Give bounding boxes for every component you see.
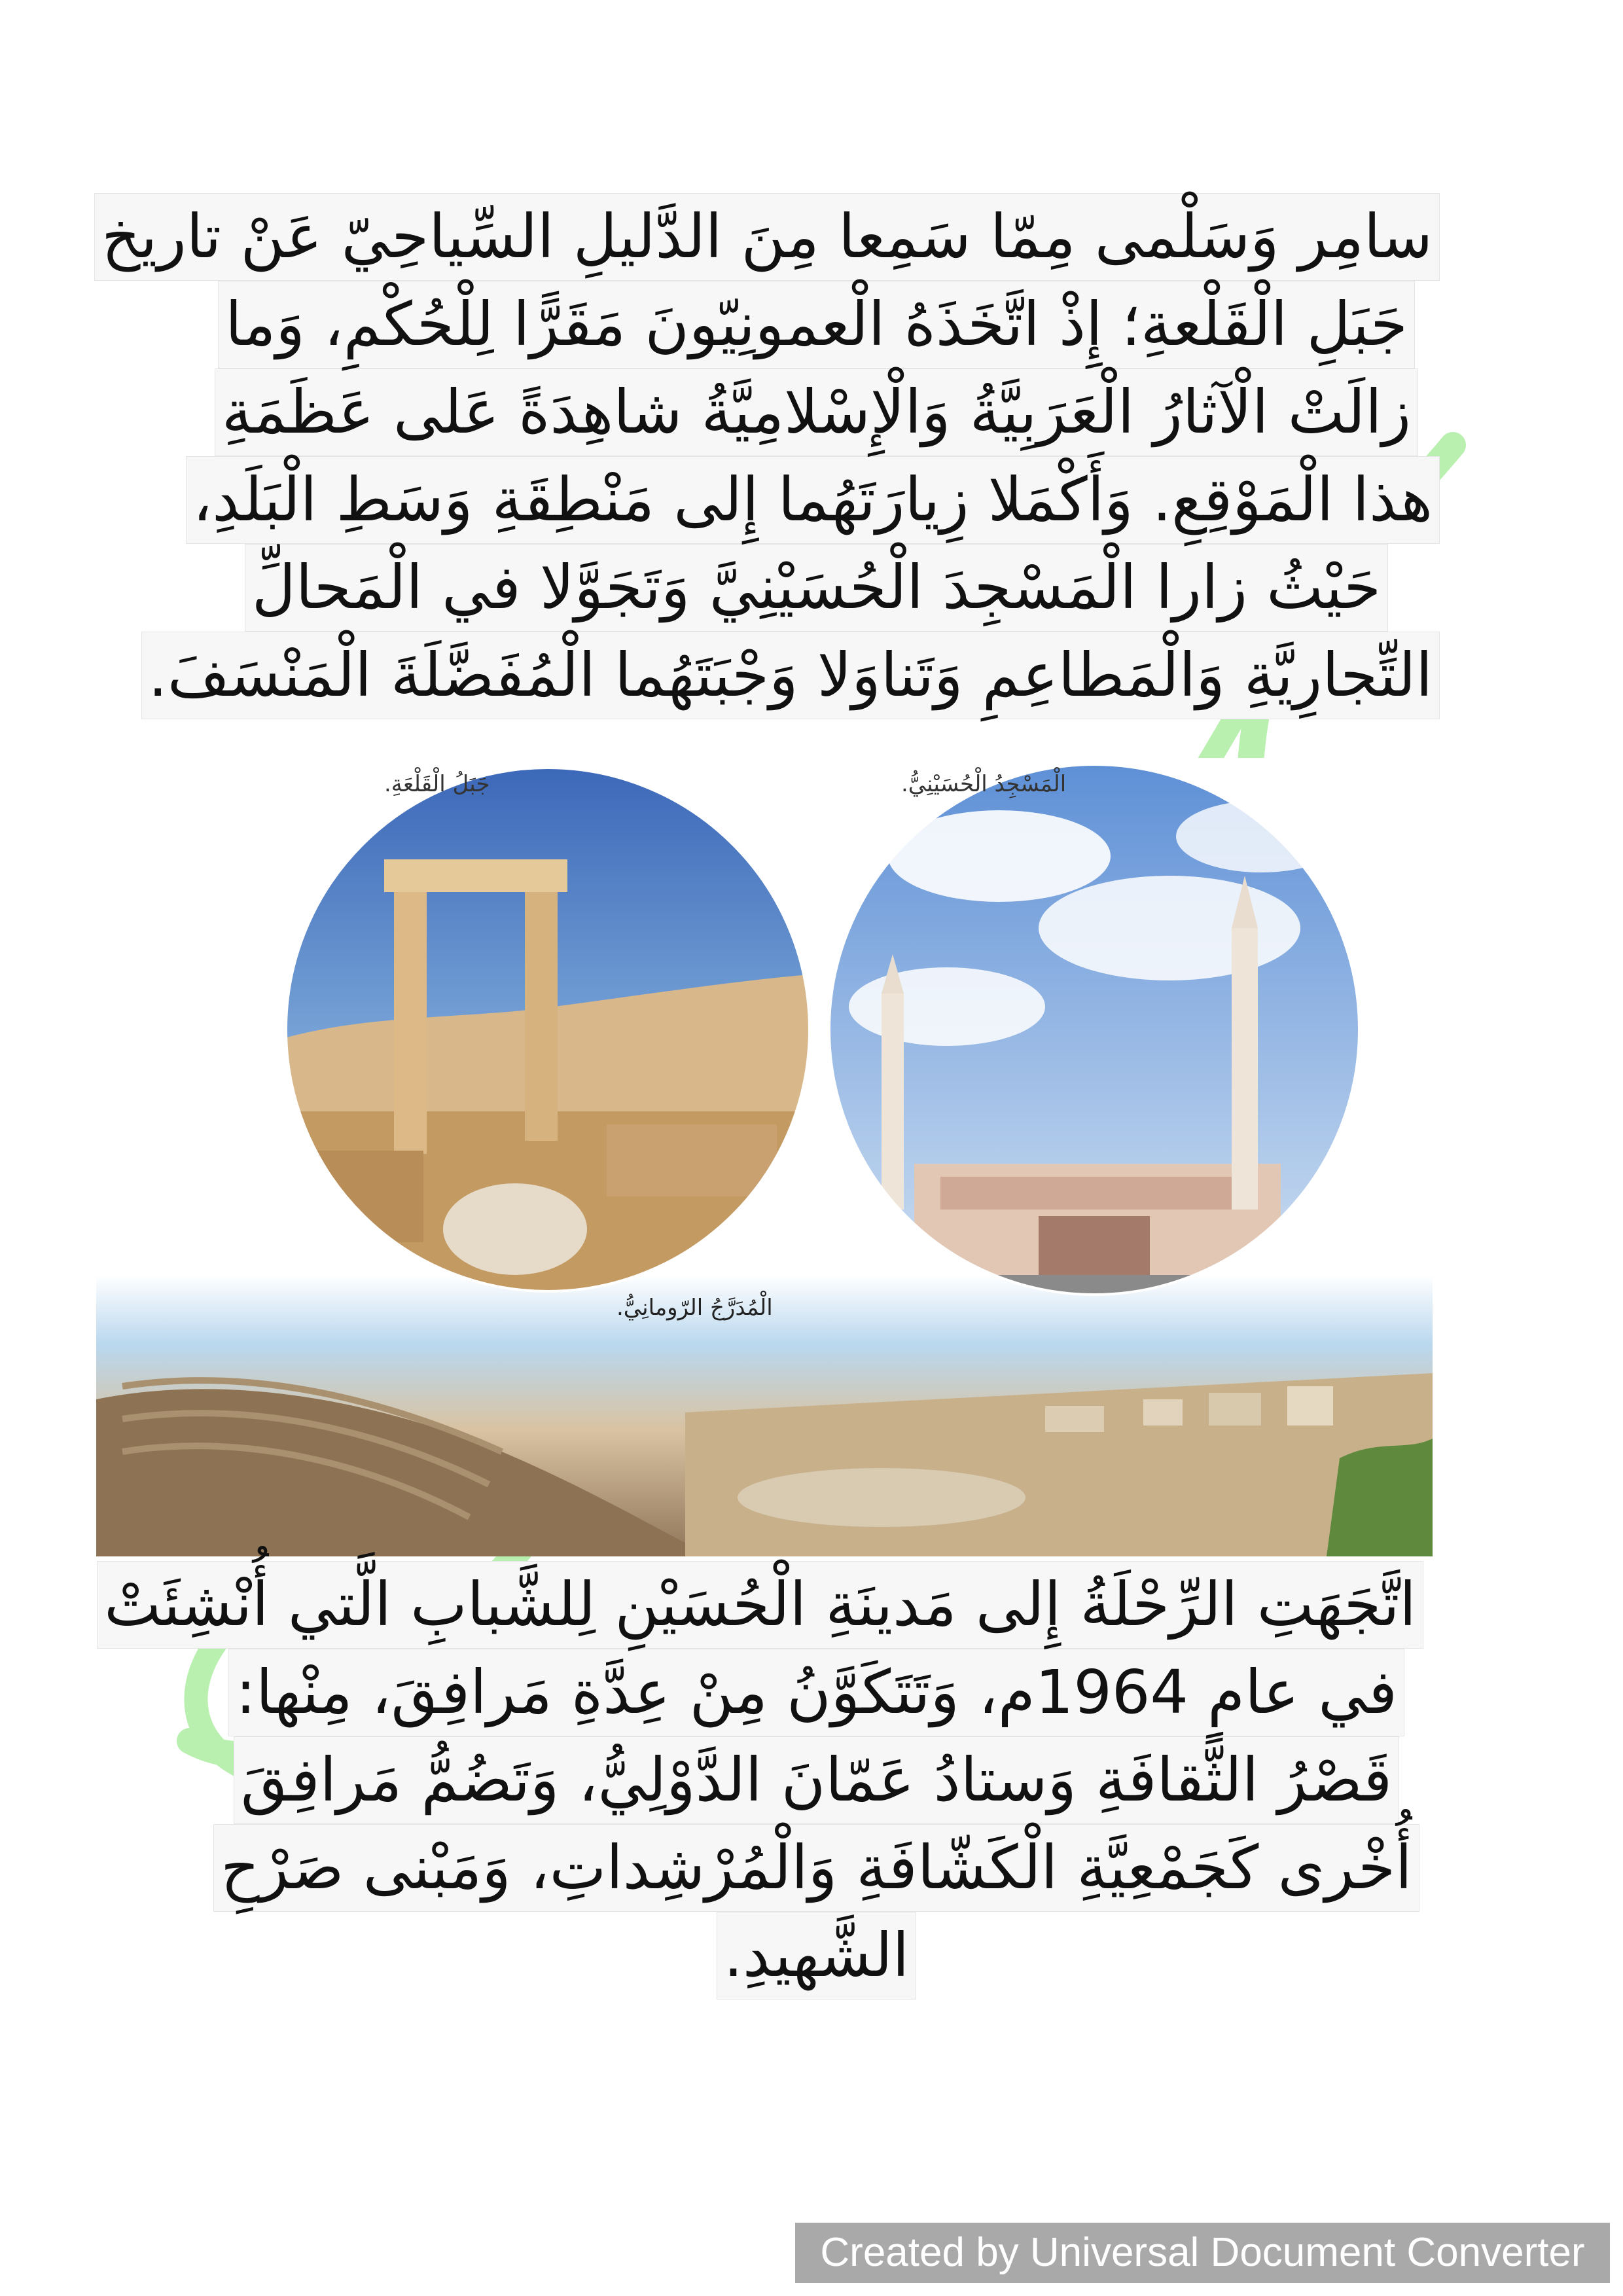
amphitheatre-caption: الْمُدَرَّجُ الرّومانِيُّ.	[616, 1295, 773, 1321]
paragraph-2-line: قَصْرُ الثَّقافَةِ وَستادُ عَمّانَ الدَّوْلِيُّ، وَتَضُمُّ مَرافِقَ	[234, 1736, 1399, 1824]
paragraph-2-line: أُخْرى كَجَمْعِيَّةِ الْكَشّافَةِ وَالْمُرْشِداتِ، وَمَبْنى صَرْحِ	[213, 1824, 1419, 1912]
paragraph-1-line: التِّجارِيَّةِ وَالْمَطاعِمِ وَتَناوَلا وَجْبَتَهُما الْمُفَضَّلَةَ الْمَنْسَفَ.	[141, 632, 1440, 719]
paragraph-1	[101, 193, 1440, 719]
paragraph-1-line: زالَتْ الْآثارُ الْعَرَبِيَّةُ وَالْإِسْلامِيَّةُ شاهِدَةً عَلى عَظَمَةِ	[215, 368, 1418, 456]
paragraph-2-line: في عامِ 1964م، وَتَتَكَوَّنُ مِنْ عِدَّةِ مَرافِقَ، مِنْها:	[228, 1649, 1404, 1736]
citadel-caption: جَبَلُ الْقَلْعَةِ.	[384, 771, 490, 797]
photo-collage	[96, 758, 1433, 1556]
paragraph-1-line: جَبَلِ الْقَلْعةِ؛ إِذْ اتَّخَذَهُ الْعمونِيّونَ مَقَرًّا لِلْحُكْمِ، وَما	[218, 281, 1415, 368]
mosque-caption: الْمَسْجِدُ الْحُسَيْنِيُّ.	[901, 771, 1067, 797]
paragraph-1-line: حَيْثُ زارا الْمَسْجِدَ الْحُسَيْنِيَّ وَتَجَوَّلا في الْمَحالِّ	[245, 544, 1388, 632]
paragraph-2-line: الشَّهيدِ.	[717, 1912, 916, 2000]
converter-badge: Created by Universal Document Converter	[795, 2223, 1610, 2283]
paragraph-1-line: هذا الْمَوْقِعِ. وَأَكْمَلا زِيارَتَهُما إِلى مَنْطِقَةِ وَسَطِ الْبَلَدِ،	[186, 456, 1440, 544]
citadel-photo	[279, 758, 816, 1308]
paragraph-1-line: سامِر وَسَلْمى مِمّا سَمِعا مِنَ الدَّليلِ السِّياحِيّ عَنْ تاريخ	[94, 193, 1440, 281]
paragraph-2-line: اتَّجَهَتِ الرِّحْلَةُ إِلى مَدينَةِ الْحُسَيْنِ لِلشَّبابِ الَّتي أُنْشِئَتْ	[97, 1561, 1423, 1649]
image-panel	[96, 758, 1433, 1556]
mosque-photo	[823, 758, 1366, 1301]
paragraph-2	[104, 1561, 1423, 2000]
